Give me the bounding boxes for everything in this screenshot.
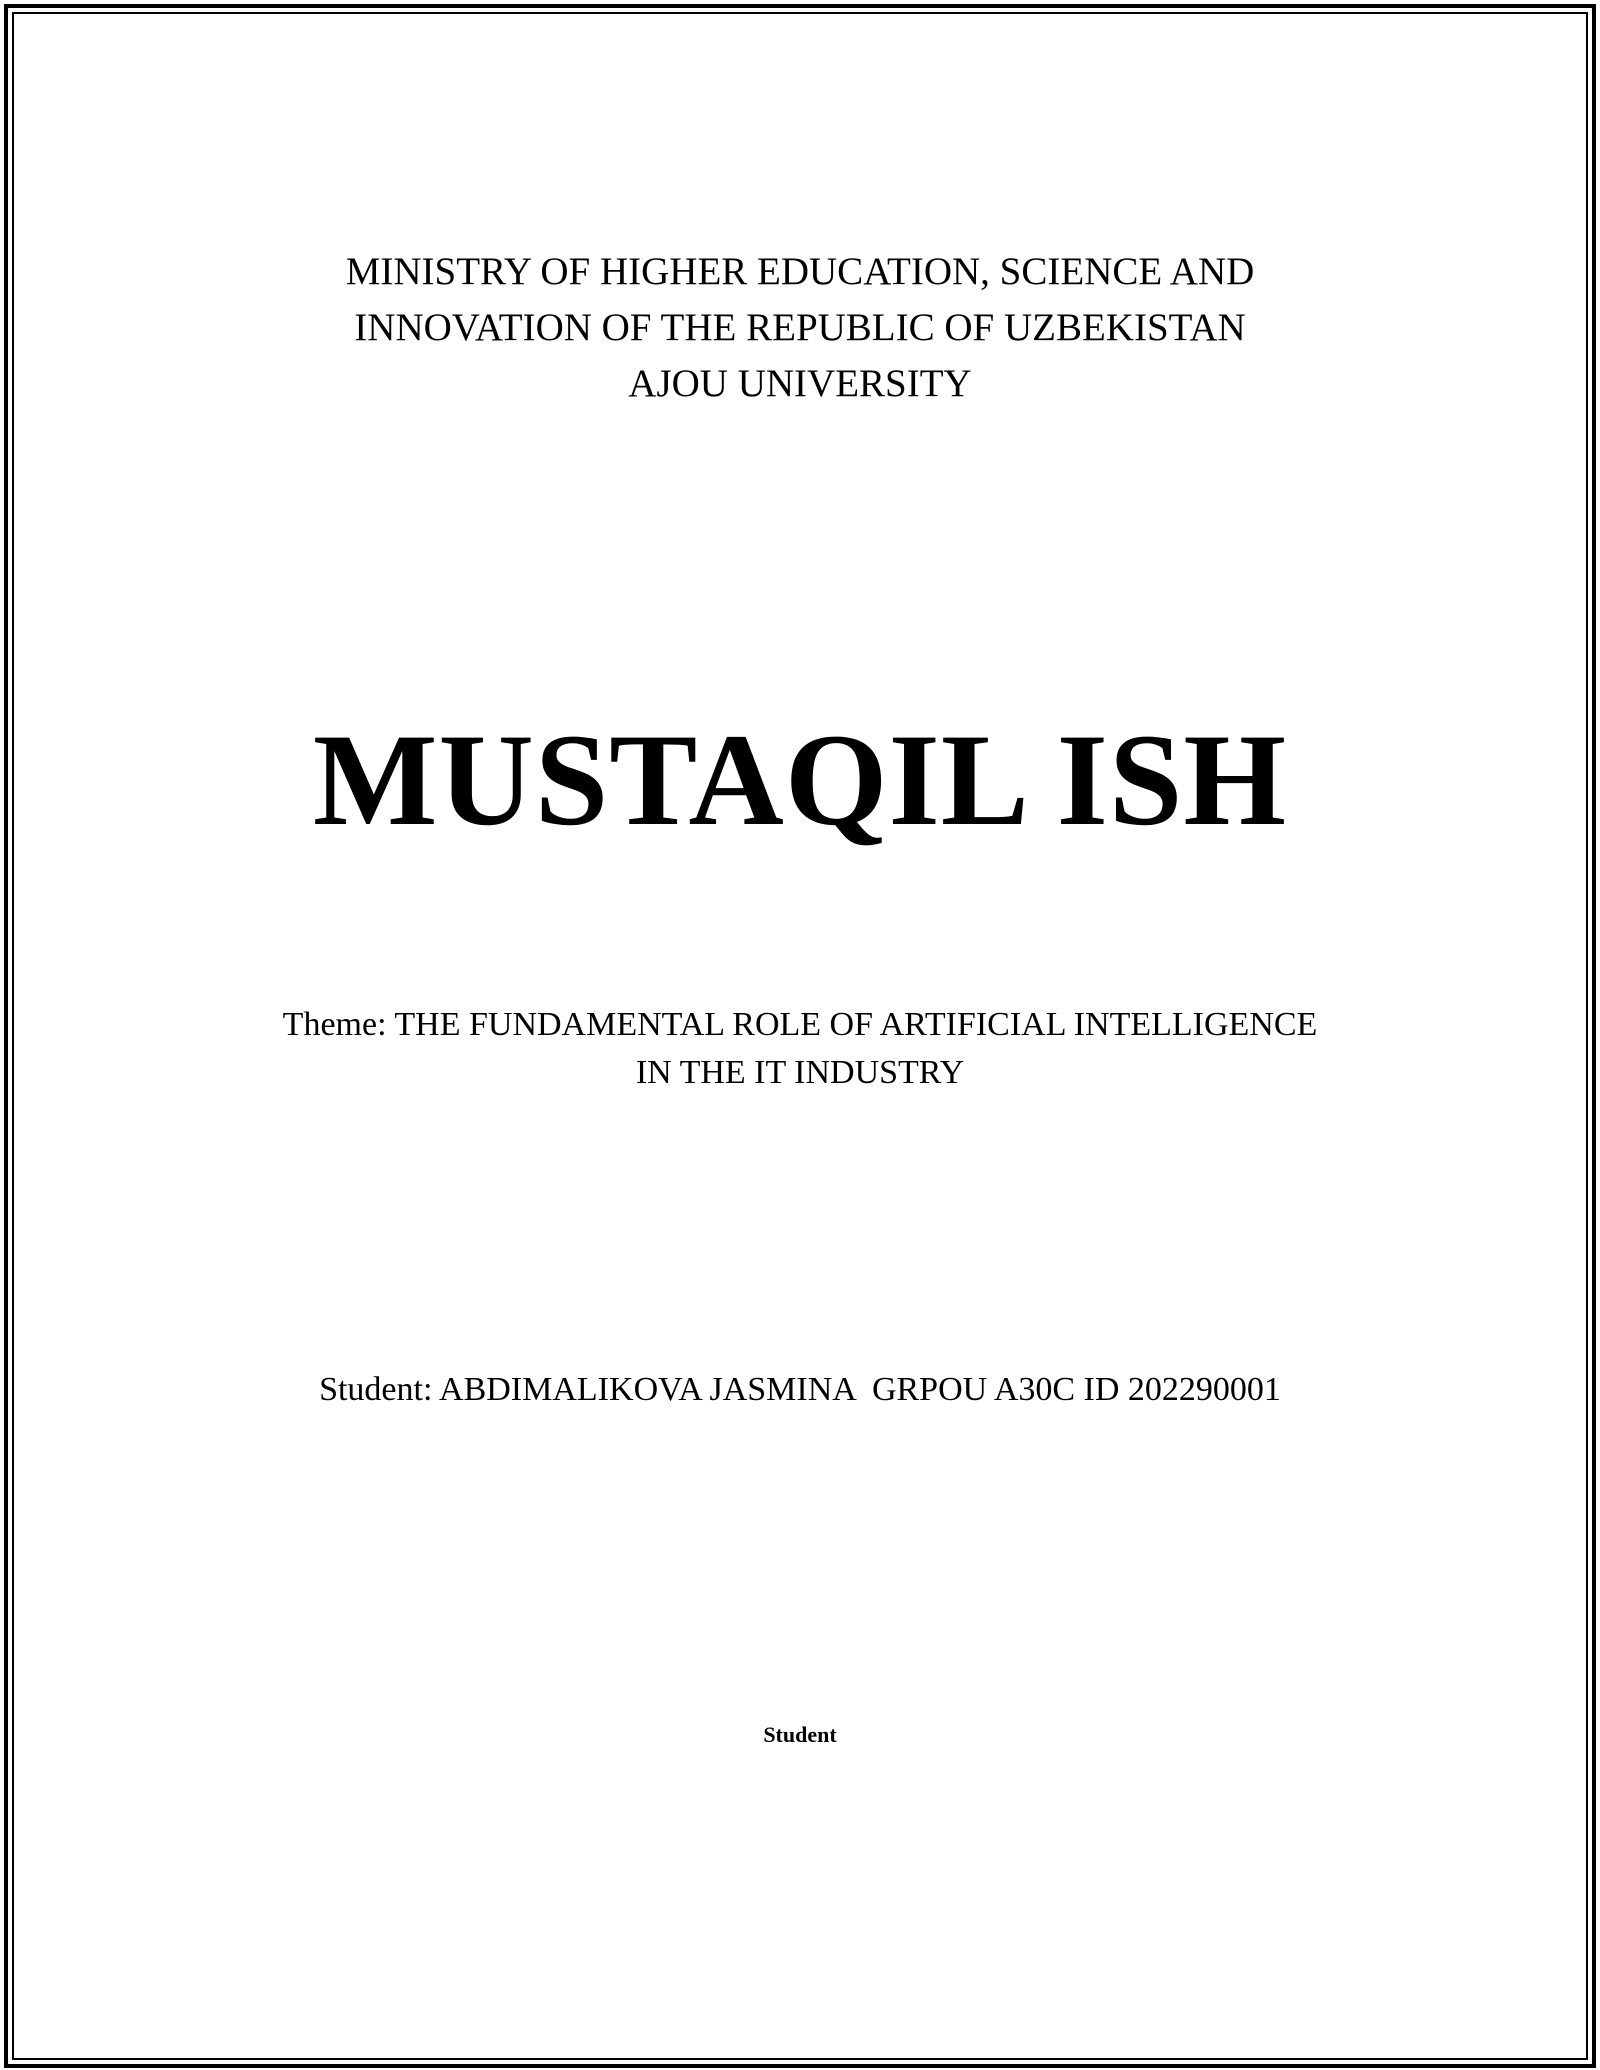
theme-line-2: IN THE IT INDUSTRY — [635, 1054, 965, 1091]
footer-student-label: Student — [763, 1722, 837, 1747]
document-title: MUSTAQIL ISH — [312, 706, 1288, 853]
theme-block — [0, 1001, 1600, 1097]
header-line-republic: INNOVATION OF THE REPUBLIC OF UZBEKISTAN — [354, 306, 1246, 349]
institution-header — [0, 244, 1600, 412]
theme-line-1: Theme: THE FUNDAMENTAL ROLE OF ARTIFICIAL INTELLIGENCE — [282, 1006, 1318, 1043]
header-line-university: AJOU UNIVERSITY — [628, 362, 972, 405]
student-info: Student: ABDIMALIKOVA JASMINA GRPOU A30C ID 202290001 — [319, 1371, 1281, 1408]
header-line-ministry: MINISTRY OF HIGHER EDUCATION, SCIENCE AND — [345, 250, 1255, 293]
